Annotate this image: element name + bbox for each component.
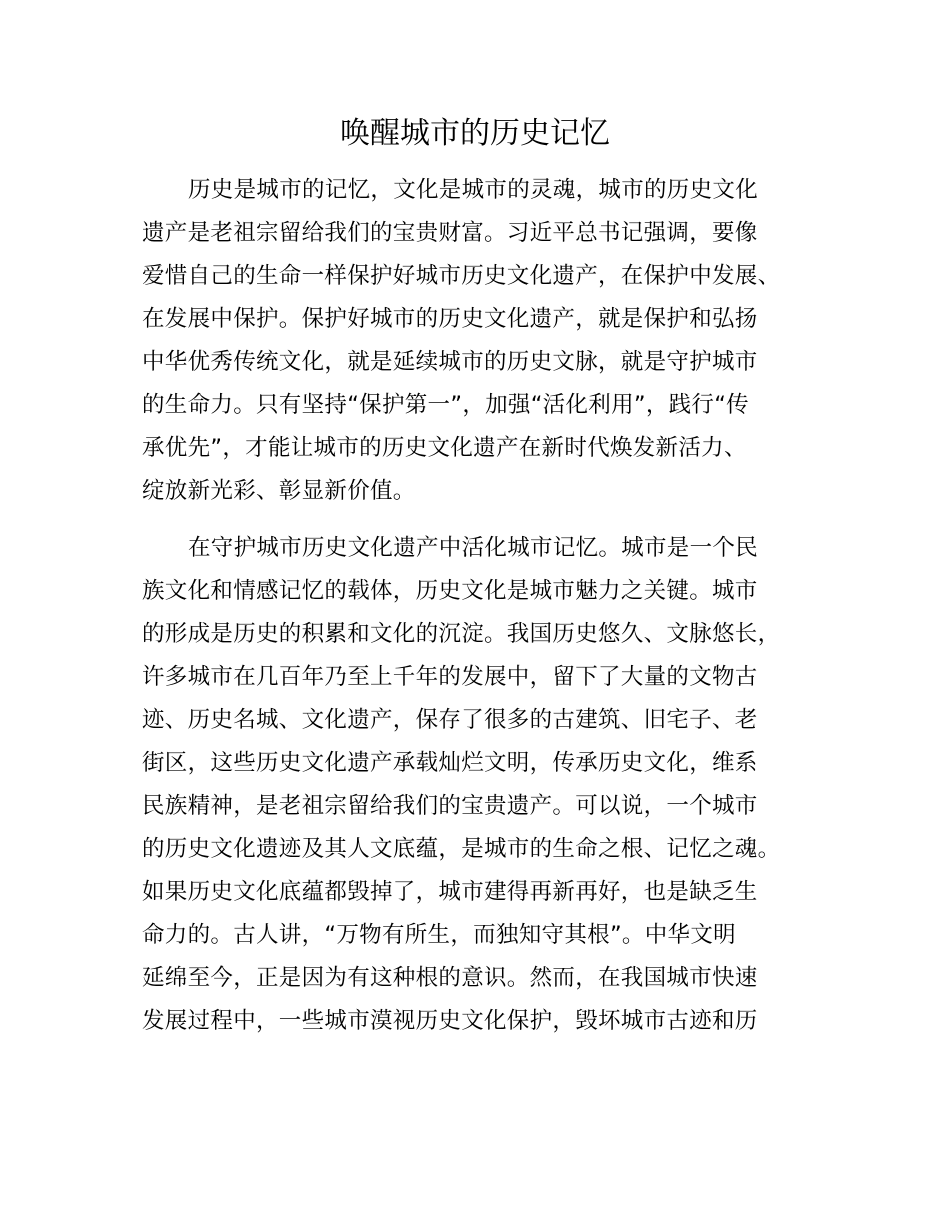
paragraph-line: 命力的。古人讲，“万物有所生，而独知守其根”。中华文明 (142, 922, 736, 948)
paragraph-line: 发展过程中，一些城市漠视历史文化保护，毁坏城市古迹和历 (142, 1008, 758, 1034)
paragraph-line: 爱惜自己的生命一样保护好城市历史文化遗产，在保护中发展、 (142, 263, 781, 289)
paragraph-line: 族文化和情感记忆的载体，历史文化是城市魅力之关键。城市 (142, 578, 758, 604)
document-title: 唤醒城市的历史记忆 (340, 116, 610, 151)
paragraph-line: 的生命力。只有坚持“保护第一”，加强“活化利用”，践行“传 (142, 392, 749, 418)
paragraph-line: 承优先”，才能让城市的历史文化遗产在新时代焕发新活力、 (142, 435, 747, 461)
paragraph-line: 历史是城市的记忆，文化是城市的灵魂，城市的历史文化 (188, 177, 759, 203)
paragraph-line: 街区，这些历史文化遗产承载灿烂文明，传承历史文化，维系 (142, 750, 758, 776)
paragraph-line: 绽放新光彩、彰显新价值。 (142, 478, 416, 504)
paragraph-line: 的历史文化遗迹及其人文底蕴，是城市的生命之根、记忆之魂。 (142, 836, 781, 862)
paragraph-line: 在发展中保护。保护好城市的历史文化遗产，就是保护和弘扬 (142, 306, 758, 332)
paragraph-line: 延绵至今，正是因为有这种根的意识。然而，在我国城市快速 (142, 965, 758, 991)
paragraph-line: 的形成是历史的积累和文化的沉淀。我国历史悠久、文脉悠长， (142, 621, 781, 647)
paragraph-line: 民族精神，是老祖宗留给我们的宝贵遗产。可以说，一个城市 (142, 793, 758, 819)
paragraph-line: 中华优秀传统文化，就是延续城市的历史文脉，就是守护城市 (142, 349, 758, 375)
paragraph-line: 如果历史文化底蕴都毁掉了，城市建得再新再好，也是缺乏生 (142, 879, 758, 905)
paragraph-line: 遗产是老祖宗留给我们的宝贵财富。习近平总书记强调，要像 (142, 220, 758, 246)
paragraph-line: 迹、历史名城、文化遗产，保存了很多的古建筑、旧宅子、老 (142, 707, 758, 733)
paragraph-line: 在守护城市历史文化遗产中活化城市记忆。城市是一个民 (188, 535, 759, 561)
paragraph-line: 许多城市在几百年乃至上千年的发展中，留下了大量的文物古 (142, 664, 758, 690)
